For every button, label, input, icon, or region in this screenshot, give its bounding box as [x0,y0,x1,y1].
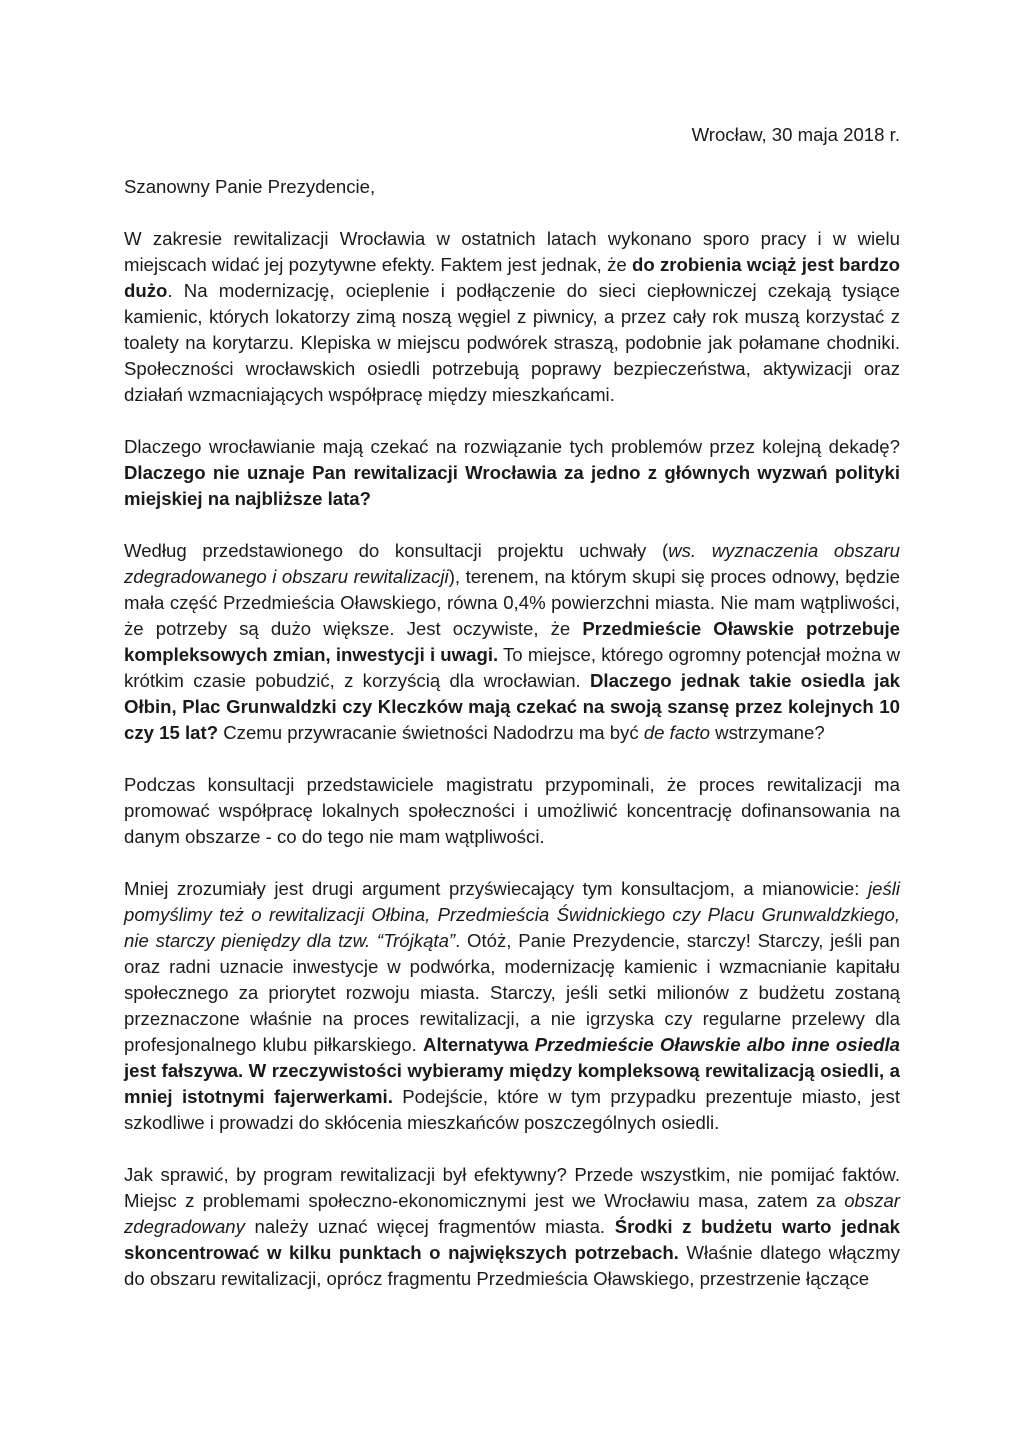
text-run-bold: do zrobienia wciąż jest bardzo dużo [124,254,900,301]
paragraph-2 [124,434,900,512]
text-run: . Na modernizację, ocieplenie i podłączenie do sieci ciepłowniczej czekają tysiące kamienic, których lokatorzy zimą noszą węgiel z piwnicy, a przez cały rok muszą korzystać z toalety na korytarzu. Klepiska w miejscu podwórek straszą, podobnie jak połamane chodniki. Społeczności wrocławskich osiedli potrzebują poprawy bezpieczeństwa, aktywizacji oraz działań wzmacniających współpracę między mieszkańcami. [124,280,900,405]
paragraphs-container [124,226,900,1292]
text-run: W zakresie rewitalizacji Wrocławia w ostatnich latach wykonano sporo pracy i w wielu miejscach widać jej pozytywne efekty. Faktem jest jednak, że [124,228,900,275]
text-run: ), terenem, na którym skupi się proces odnowy, będzie mała część Przedmieścia Oławskiego, równa 0,4% powierzchni miasta. Nie mam wątpliwości, że potrzeby są dużo większe. Jest oczywiste, że [124,566,900,639]
text-run: Podczas konsultacji przedstawiciele magistratu przypominali, że proces rewitalizacji ma promować współpracę lokalnych społeczności i umożliwić koncentrację dofinansowania na danym obszarze - co do tego nie mam wątpliwości. [124,774,900,847]
salutation: Szanowny Panie Prezydencie, [124,176,376,197]
text-run-bold: jest fałszywa. W rzeczywistości wybieramy między kompleksową rewitalizacją osiedli, a mniej istotnymi fajerwerkami. [124,1060,900,1107]
text-run-bold: Dlaczego nie uznaje Pan rewitalizacji Wrocławia za jedno z głównych wyzwań polityki miejskiej na najbliższe lata? [124,462,900,509]
text-run: wstrzymane? [709,722,825,743]
text-run: . Otóż, Panie Prezydencie, starczy! Starczy, jeśli pan oraz radni uznacie inwestycje w podwórka, modernizację kamienic i wzmacnianie kapitału społecznego za priorytet rozwoju miasta. Starczy, jeśli setki milionów z budżetu zostaną przeznaczone właśnie na proces rewitalizacji, a nie igrzyska czy regularne przelewy dla profesjonalnego klubu piłkarskiego. [124,930,900,1055]
text-run-bold: Alternatywa [423,1034,535,1055]
text-run: Właśnie dlatego włączmy do obszaru rewitalizacji, oprócz fragmentu Przedmieścia Oławskiego, przestrzenie łączące [124,1242,900,1289]
text-run: należy uznać więcej fragmentów miasta. [244,1216,615,1237]
paragraph-6 [124,1162,900,1292]
text-run-italic: jeśli pomyślimy też o rewitalizacji Ołbina, Przedmieścia Świdnickiego czy Placu Grunwaldzkiego, nie starczy pieniędzy dla tzw. “Trójkąta” [124,878,900,951]
text-run: Według przedstawionego do konsultacji projektu uchwały ( [124,540,669,561]
letter-body [124,174,900,1318]
text-run: Jak sprawić, by program rewitalizacji był efektywny? Przede wszystkim, nie pomijać faktów. Miejsc z problemami społeczno-ekonomicznymi jest we Wrocławiu masa, zatem za [124,1164,900,1211]
paragraph-1 [124,226,900,408]
text-run-italic: de facto [643,722,710,743]
text-run: Mniej zrozumiały jest drugi argument przyświecający tym konsultacjom, a mianowicie: [124,878,868,899]
text-run-italic: obszar zdegradowany [124,1190,900,1237]
text-run: To miejsce, którego ogromny potencjał można w krótkim czasie pobudzić, z korzyścią dla wrocławian. [124,644,900,691]
text-run-italic: ws. wyznaczenia obszaru zdegradowanego i obszaru rewitalizacji [124,540,900,587]
text-run-bold: Środki z budżetu warto jednak skoncentrować w kilku punktach o największych potrzebach. [124,1216,901,1263]
text-run: Podejście, które w tym przypadku prezentuje miasto, jest szkodliwe i prowadzi do skłócenia mieszkańców poszczególnych osiedli. [124,1086,900,1133]
text-run: Dlaczego wrocławianie mają czekać na rozwiązanie tych problemów przez kolejną dekadę? [124,436,900,457]
paragraph-3 [124,538,900,746]
text-run: Czemu przywracanie świetności Nadodrzu ma być [218,722,644,743]
text-run-bold: Przedmieście Oławskie potrzebuje kompleksowych zmian, inwestycji i uwagi. [124,618,900,665]
letter-date: Wrocław, 30 maja 2018 r. [691,124,900,145]
paragraph-4 [124,772,900,850]
paragraph-5 [124,876,900,1136]
text-run-bold-italic: Przedmieście Oławskie albo inne osiedla [534,1034,900,1055]
text-run-bold: Dlaczego jednak takie osiedla jak Ołbin, Plac Grunwaldzki czy Kleczków mają czekać na swoją szansę przez kolejnych 10 czy 15 lat? [124,670,901,743]
